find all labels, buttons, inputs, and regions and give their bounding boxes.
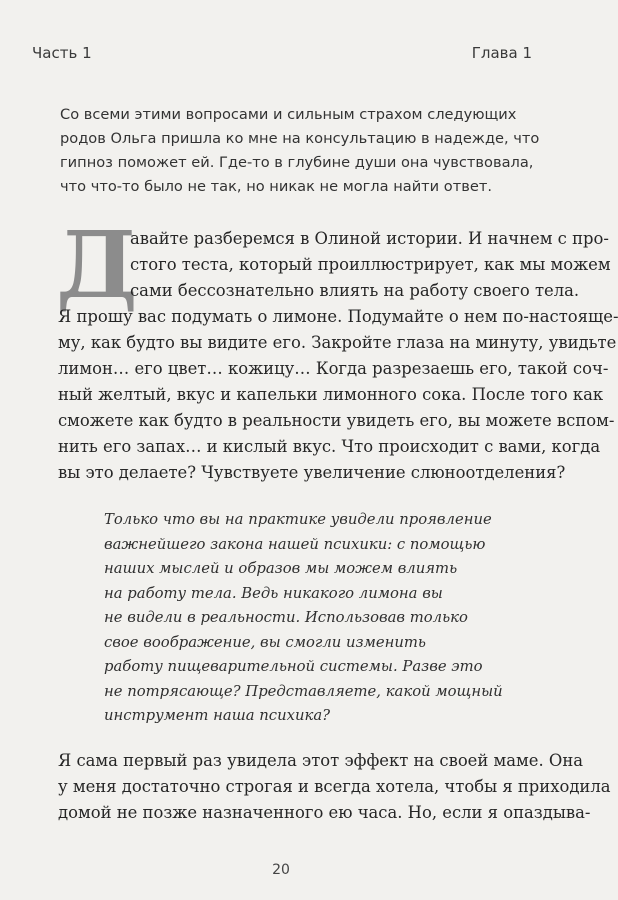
part-label: Часть 1 bbox=[32, 44, 92, 62]
main-paragraph bbox=[56, 211, 618, 486]
closing-paragraph bbox=[58, 748, 611, 826]
intro-line: гипноз поможет ей. Где-то в глубине души она чувствовала, bbox=[60, 154, 534, 171]
paragraph-line: лимон… его цвет… кожицу… Когда разрезаешь его, такой соч- bbox=[58, 359, 609, 378]
paragraph-line: сможете как будто в реальности увидеть его, вы можете вспом- bbox=[58, 411, 615, 430]
quote-line: не потрясающе? Представляете, какой мощный bbox=[104, 682, 503, 700]
paragraph-line: домой не позже назначенного ею часа. Но, если я опаздыва- bbox=[58, 803, 591, 822]
paragraph-line: Я прошу вас подумать о лимоне. Подумайте о нем по-настояще- bbox=[58, 307, 618, 326]
paragraph-line: нить его запах… и кислый вкус. Что происходит с вами, когда bbox=[58, 437, 601, 456]
drop-cap-letter: Д bbox=[56, 211, 138, 319]
quote-line: свое воображение, вы смогли изменить bbox=[104, 633, 426, 651]
intro-line: что что-то было не так, но никак не могла найти ответ. bbox=[60, 178, 492, 195]
quote-line: работу пищеварительной системы. Разве это bbox=[104, 658, 483, 675]
quote-line: важнейшего закона нашей психики: с помощью bbox=[104, 535, 486, 553]
paragraph-line: му, как будто вы видите его. Закройте глаза на минуту, увидьте bbox=[58, 333, 617, 352]
chapter-label: Глава 1 bbox=[471, 44, 532, 62]
intro-line: Со всеми этими вопросами и сильным страхом следующих bbox=[60, 106, 517, 123]
paragraph-line: у меня достаточно строгая и всегда хотела, чтобы я приходила bbox=[58, 777, 611, 796]
quote-line: не видели в реальности. Использовав только bbox=[104, 609, 468, 626]
intro-paragraph bbox=[60, 103, 540, 199]
paragraph-line: Я сама первый раз увидела этот эффект на своей маме. Она bbox=[58, 751, 584, 770]
callout-quote bbox=[104, 508, 503, 729]
paragraph-line: стого теста, который проиллюстрирует, как мы можем bbox=[130, 255, 611, 274]
paragraph-line: сами бессознательно влиять на работу своего тела. bbox=[130, 281, 580, 300]
quote-line: инструмент наша психика? bbox=[104, 707, 331, 724]
paragraph-line: авайте разберемся в Олиной истории. И начнем с про- bbox=[130, 229, 609, 248]
quote-line: на работу тела. Ведь никакого лимона вы bbox=[104, 584, 443, 602]
intro-line: родов Ольга пришла ко мне на консультацию в надежде, что bbox=[60, 130, 540, 147]
paragraph-line: ный желтый, вкус и капельки лимонного сока. После того как bbox=[58, 385, 604, 404]
paragraph-line: вы это делаете? Чувствуете увеличение слюноотделения? bbox=[58, 463, 566, 482]
quote-line: Только что вы на практике увидели проявление bbox=[104, 511, 492, 528]
page-number: 20 bbox=[272, 862, 290, 878]
quote-line: наших мыслей и образов мы можем влиять bbox=[104, 560, 458, 577]
